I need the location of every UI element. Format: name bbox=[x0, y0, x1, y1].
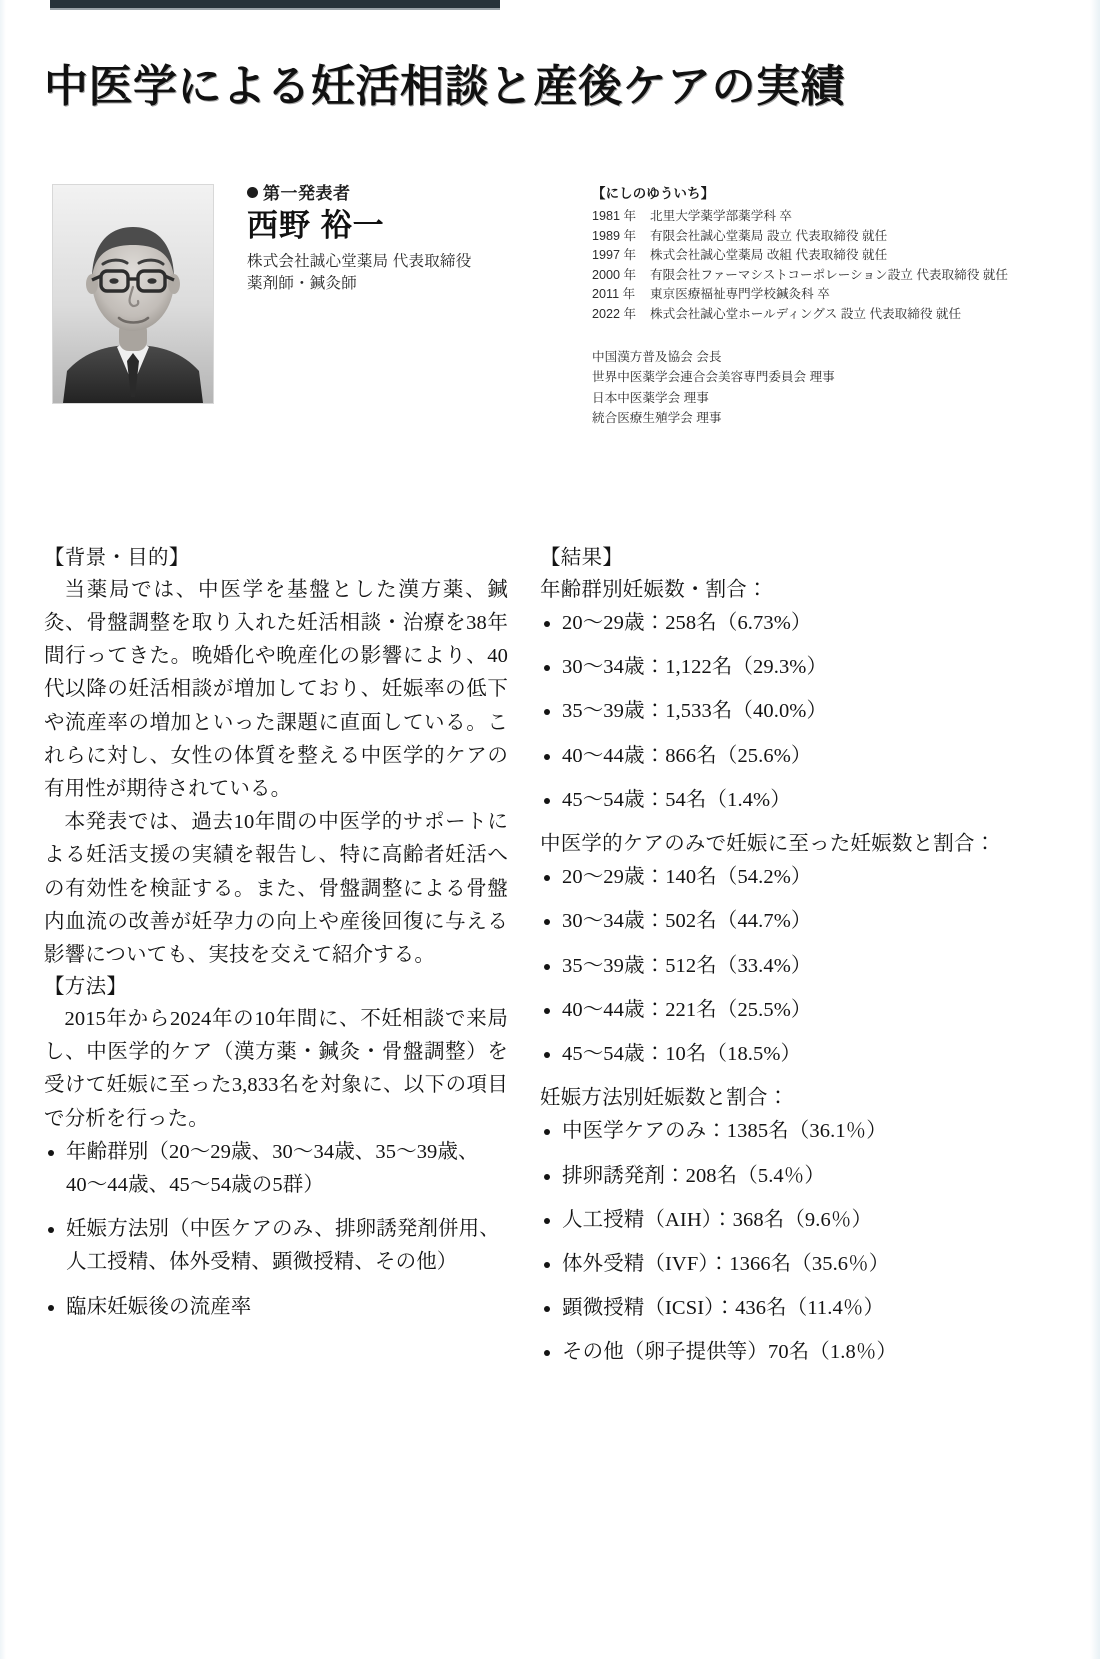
left-content-column bbox=[44, 543, 508, 1335]
list-item: 人工授精（AIH）：368名（9.6％） bbox=[540, 1204, 1010, 1237]
list-item: 中医学ケアのみ：1385名（36.1％） bbox=[540, 1115, 1010, 1148]
page-edge-right bbox=[1090, 0, 1100, 1659]
career-row bbox=[592, 266, 1062, 286]
results-group2-label: 中医学的ケアのみで妊娠に至った妊娠数と割合： bbox=[540, 832, 996, 855]
career-description: 東京医療福祉専門学校鍼灸科 卒 bbox=[650, 287, 830, 302]
list-item: 20〜29歳：140名（54.2%） bbox=[540, 861, 1010, 894]
list-item: 45〜54歳：10名（18.5%） bbox=[540, 1038, 1010, 1071]
background-paragraph-1: 当薬局では、中医学を基盤とした漢方薬、鍼灸、骨盤調整を取り入れた妊活相談・治療を38年間行ってきた。晩婚化や晩産化の影響により、40代以降の妊活相談が増加しており、妊娠率の低下や流産率の増加といった課題に直面している。これらに対し、女性の体質を整える中医学的ケアの有用性が期待されている。 bbox=[44, 578, 508, 800]
organization-item: 統合医療生殖学会 理事 bbox=[592, 410, 722, 425]
list-item: 30〜34歳：502名（44.7%） bbox=[540, 905, 1010, 938]
list-item: 45〜54歳：54名（1.4%） bbox=[540, 784, 1010, 817]
page-edge-left bbox=[0, 0, 6, 1659]
header-accent-bar bbox=[50, 0, 500, 10]
career-row bbox=[592, 285, 1062, 305]
career-description: 有限会社誠心堂薬局 設立 代表取締役 就任 bbox=[650, 228, 888, 243]
results-group1-label: 年齢群別妊娠数・割合： bbox=[540, 578, 768, 601]
presenter-affiliation-1: 株式会社誠心堂薬局 代表取締役 bbox=[247, 252, 472, 270]
career-year: 1997 年 bbox=[592, 248, 637, 263]
presenter-name-kana: 【にしのゆういち】 bbox=[592, 186, 715, 201]
background-paragraph-2: 本発表では、過去10年間の中医学的サポートによる妊活支援の実績を報告し、特に高齢者妊活への有効性を検証する。また、骨盤調整による骨盤内血流の改善が妊孕力の向上や産後回復に与える影響についても、実技を交えて紹介する。 bbox=[44, 811, 508, 966]
presenter-organizations bbox=[592, 347, 1062, 429]
bullet-dot-icon bbox=[247, 187, 258, 198]
list-item: 30〜34歳：1,122名（29.3%） bbox=[540, 651, 1010, 684]
career-year: 1989 年 bbox=[592, 228, 637, 243]
list-item: 20〜29歳：258名（6.73%） bbox=[540, 607, 1010, 640]
results-group2-list bbox=[540, 861, 1010, 1071]
list-item: 顕微授精（ICSI）：436名（11.4％） bbox=[540, 1292, 1010, 1325]
list-item: その他（卵子提供等）70名（1.8％） bbox=[540, 1336, 1010, 1369]
results-group1-list bbox=[540, 607, 1010, 817]
list-item: 40〜44歳：221名（25.5%） bbox=[540, 994, 1010, 1027]
list-item: 40〜44歳：866名（25.6%） bbox=[540, 740, 1010, 773]
results-group3-list bbox=[540, 1115, 1010, 1369]
career-description: 株式会社誠心堂薬局 改組 代表取締役 就任 bbox=[650, 248, 888, 263]
career-row bbox=[592, 227, 1062, 247]
list-item: 妊娠方法別（中医ケアのみ、排卵誘発剤併用、人工授精、体外受精、顕微授精、その他） bbox=[44, 1213, 508, 1279]
career-year: 2022 年 bbox=[592, 307, 637, 322]
presenter-biography bbox=[592, 184, 1062, 428]
career-row bbox=[592, 246, 1062, 266]
list-item: 臨床妊娠後の流産率 bbox=[44, 1291, 508, 1324]
page-title: 中医学による妊活相談と産後ケアの実績 bbox=[44, 61, 845, 113]
presenter-identity bbox=[247, 184, 567, 295]
presenter-name: 西野 裕一 bbox=[247, 208, 385, 244]
career-year: 2011 年 bbox=[592, 287, 636, 302]
presenter-role bbox=[247, 184, 567, 204]
career-year: 2000 年 bbox=[592, 267, 637, 282]
methods-heading: 【方法】 bbox=[44, 976, 128, 999]
organization-item: 世界中医薬学会連合会美容専門委員会 理事 bbox=[592, 370, 835, 385]
career-description: 北里大学薬学部薬学科 卒 bbox=[650, 208, 793, 223]
background-heading: 【背景・目的】 bbox=[44, 547, 190, 569]
career-description: 株式会社誠心堂ホールディングス 設立 代表取締役 就任 bbox=[650, 307, 962, 322]
organization-item: 中国漢方普及協会 会長 bbox=[592, 349, 722, 364]
list-item: 年齢群別（20〜29歳、30〜34歳、35〜39歳、40〜44歳、45〜54歳の5群） bbox=[44, 1136, 508, 1202]
career-year: 1981 年 bbox=[592, 208, 637, 223]
methods-list bbox=[44, 1136, 508, 1324]
methods-paragraph: 2015年から2024年の10年間に、不妊相談で来局し、中医学的ケア（漢方薬・鍼灸・骨盤調整）を受けて妊娠に至った3,833名を対象に、以下の項目で分析を行った。 bbox=[44, 1007, 508, 1130]
list-item: 体外受精（IVF）：1366名（35.6％） bbox=[540, 1248, 1010, 1281]
list-item: 35〜39歳：1,533名（40.0%） bbox=[540, 695, 1010, 728]
presenter-role-label: 第一発表者 bbox=[263, 184, 351, 203]
presenter-affiliation-2: 薬剤師・鍼灸師 bbox=[247, 274, 357, 292]
career-description: 有限会社ファーマシストコーポレーション設立 代表取締役 就任 bbox=[650, 267, 1008, 282]
organization-item: 日本中医薬学会 理事 bbox=[592, 390, 709, 405]
list-item: 35〜39歳：512名（33.4%） bbox=[540, 950, 1010, 983]
career-row bbox=[592, 305, 1062, 325]
results-heading: 【結果】 bbox=[540, 547, 624, 569]
list-item: 排卵誘発剤：208名（5.4％） bbox=[540, 1160, 1010, 1193]
results-group3-label: 妊娠方法別妊娠数と割合： bbox=[540, 1087, 789, 1110]
right-content-column bbox=[540, 543, 1010, 1381]
presenter-photo bbox=[52, 184, 214, 404]
career-row bbox=[592, 207, 1062, 227]
